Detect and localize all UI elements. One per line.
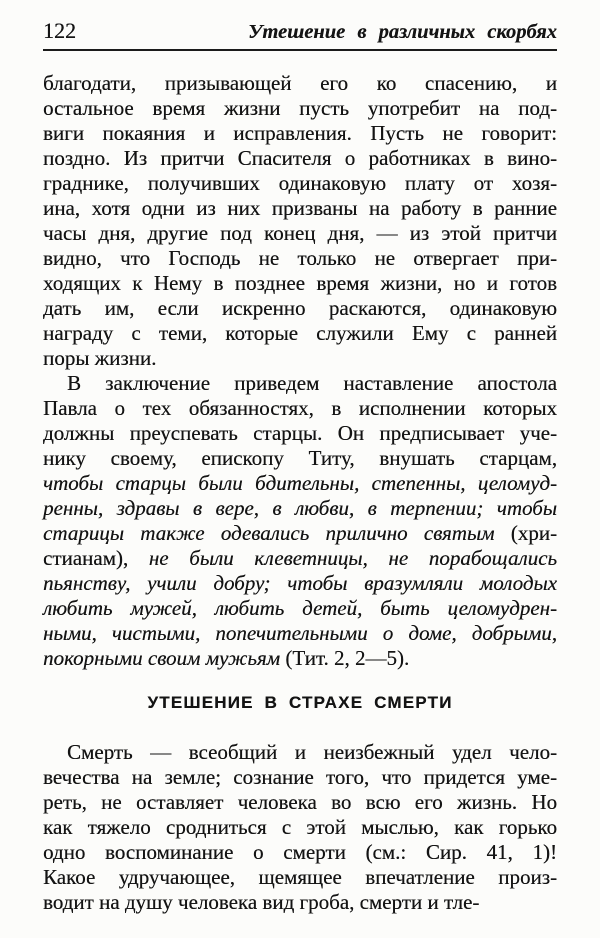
page-header bbox=[43, 18, 557, 51]
text-segment: благодати, призывающей его ко спасению, и bbox=[43, 71, 557, 95]
text-line bbox=[43, 321, 557, 346]
text-line bbox=[43, 396, 557, 421]
page-number: 122 bbox=[43, 18, 76, 43]
text-line bbox=[43, 496, 557, 521]
text-line bbox=[43, 840, 557, 865]
text-segment: дать им, если искренно раскаются, одинаковую bbox=[43, 296, 557, 320]
text-line bbox=[43, 790, 557, 815]
text-line bbox=[43, 740, 557, 765]
text-segment: (Тит. 2, 2—5). bbox=[285, 646, 410, 670]
text-line bbox=[43, 196, 557, 221]
text-segment: поры жизни. bbox=[43, 346, 157, 370]
text-segment: видно, что Господь не только не отвергает при- bbox=[43, 246, 557, 270]
text-segment: стианам), bbox=[43, 546, 149, 570]
page-body bbox=[43, 71, 557, 915]
text-segment: В заключение приведем наставление апостола bbox=[67, 371, 557, 395]
paragraph bbox=[43, 371, 557, 671]
italic-text-segment: пьянству, учили добру; чтобы вразумляли молодых bbox=[43, 571, 557, 595]
text-line bbox=[43, 421, 557, 446]
text-line bbox=[43, 146, 557, 171]
text-line bbox=[43, 765, 557, 790]
text-segment: (хри- bbox=[510, 521, 557, 545]
text-segment: ина, хотя одни из них призваны на работу в ранние bbox=[43, 196, 557, 220]
text-segment: часы дня, другие под конец дня, — из этой притчи bbox=[43, 221, 557, 245]
text-segment: должны преуспевать старцы. Он предписывает уче- bbox=[43, 421, 557, 445]
text-line bbox=[43, 221, 557, 246]
text-segment: граднике, получивших одинаковую плату от хозя- bbox=[43, 171, 557, 195]
text-line bbox=[43, 96, 557, 121]
text-line bbox=[43, 865, 557, 890]
text-line bbox=[43, 521, 557, 546]
text-line bbox=[43, 446, 557, 471]
italic-text-segment: не были клеветницы, не порабощались bbox=[148, 546, 557, 570]
text-segment: вечества на земле; сознание того, что придется уме- bbox=[43, 765, 557, 789]
paragraph bbox=[43, 71, 557, 371]
text-line bbox=[43, 621, 557, 646]
text-segment: как тяжело сродниться с этой мыслью, как горько bbox=[43, 815, 557, 839]
text-segment: нику своему, епископу Титу, внушать старцам, bbox=[43, 446, 557, 470]
running-title: Утешение в различных скорбях bbox=[248, 21, 557, 43]
text-segment: одно воспоминание о смерти (см.: Сир. 41, 1)! bbox=[43, 840, 557, 864]
text-segment: остальное время жизни пусть употребит на под- bbox=[43, 96, 557, 120]
text-segment: виги покаяния и исправления. Пусть не говорит: bbox=[43, 121, 557, 145]
text-line bbox=[43, 296, 557, 321]
text-segment: награду с теми, которые служили Ему с ранней bbox=[43, 321, 557, 345]
text-line bbox=[43, 646, 557, 671]
text-segment: ходящих к Нему в позднее время жизни, но и готов bbox=[43, 271, 557, 295]
italic-text-segment: чтобы старцы были бдительны, степенны, целомуд- bbox=[43, 471, 557, 495]
italic-text-segment: старицы также одевались прилично святым bbox=[43, 521, 511, 545]
text-line bbox=[43, 546, 557, 571]
text-segment: водит на душу человека вид гроба, смерти и тле- bbox=[43, 890, 480, 914]
text-line bbox=[43, 890, 557, 915]
italic-text-segment: ными, чистыми, попечительными о доме, добрыми, bbox=[43, 621, 557, 645]
text-line bbox=[43, 271, 557, 296]
paragraph bbox=[43, 740, 557, 915]
text-segment: Смерть — всеобщий и неизбежный удел чело- bbox=[67, 740, 557, 764]
text-segment: поздно. Из притчи Спасителя о работниках в вино- bbox=[43, 146, 557, 170]
section-heading: УТЕШЕНИЕ В СТРАХЕ СМЕРТИ bbox=[147, 693, 453, 712]
text-line bbox=[43, 571, 557, 596]
text-line bbox=[43, 596, 557, 621]
text-line bbox=[43, 471, 557, 496]
text-line bbox=[43, 346, 557, 371]
italic-text-segment: любить мужей, любить детей, быть целомудрен- bbox=[43, 596, 557, 620]
text-line bbox=[43, 371, 557, 396]
text-line bbox=[43, 246, 557, 271]
text-segment: реть, не оставляет человека во всю его жизнь. Но bbox=[43, 790, 557, 814]
text-line bbox=[43, 121, 557, 146]
italic-text-segment: покорными своим мужьям bbox=[43, 646, 286, 670]
text-line bbox=[43, 71, 557, 96]
text-line bbox=[43, 171, 557, 196]
text-line bbox=[43, 815, 557, 840]
italic-text-segment: ренны, здравы в вере, в любви, в терпении; чтобы bbox=[43, 496, 557, 520]
text-segment: Павла о тех обязанностях, в исполнении которых bbox=[43, 396, 557, 420]
text-segment: Какое удручающее, щемящее впечатление произ- bbox=[43, 865, 557, 889]
